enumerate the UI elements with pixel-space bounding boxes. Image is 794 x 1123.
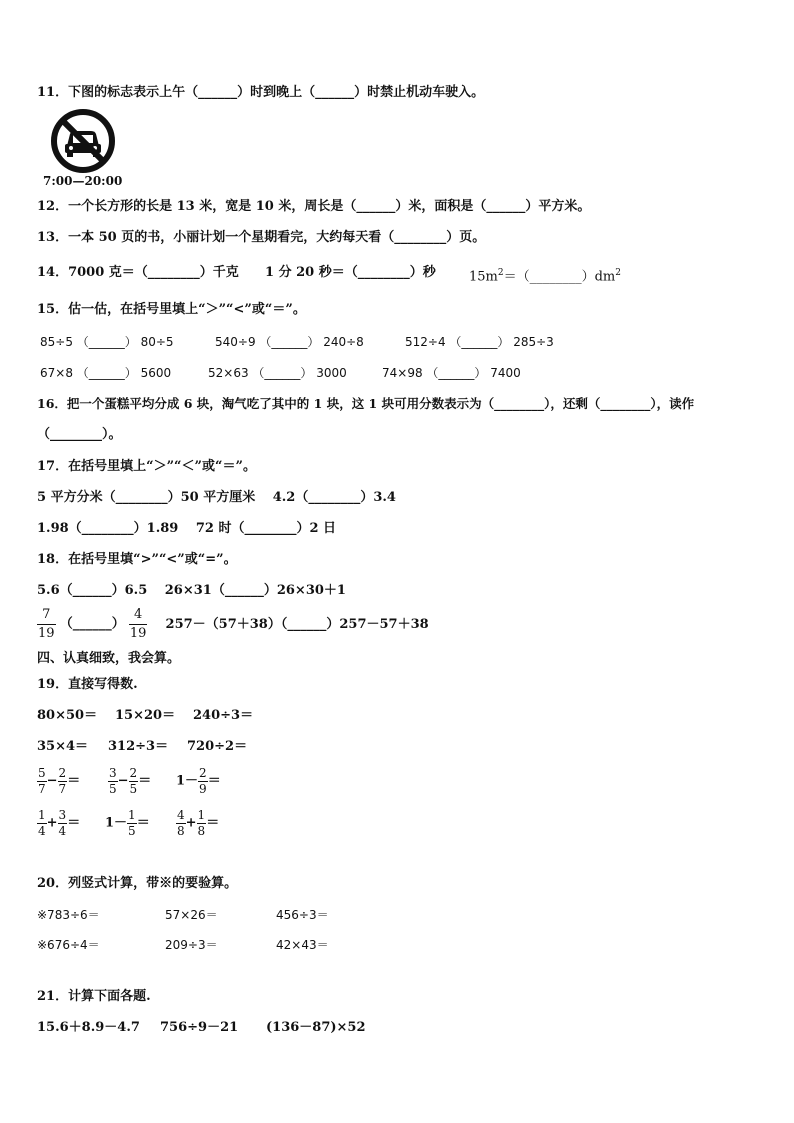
frac-den: 8 <box>197 824 206 838</box>
q18-row2 <box>37 606 429 643</box>
q17-text: 17．在括号里填上“＞”“＜”或“＝”。 <box>37 459 256 474</box>
frac-den: 7 <box>38 782 46 796</box>
q15-r2-c1: 67×8 （______） 5600 <box>40 366 172 380</box>
q15-text: 15．估一估，在括号里填上“＞”“<”或“＝”。 <box>37 302 306 317</box>
frac-num: 5 <box>38 766 46 780</box>
q19-r4-c1 <box>37 808 80 839</box>
frac-den: 5 <box>109 782 117 796</box>
q16-line2: （________）。 <box>37 427 122 442</box>
one-minus: 1－ <box>176 773 199 789</box>
frac-num: 1 <box>197 808 206 822</box>
q19-r4-c1-frac-a <box>37 808 47 839</box>
frac-num: 1 <box>128 808 136 822</box>
q19-r4-c1-frac-b <box>58 808 68 839</box>
q20-r2-c2: 209÷3＝ <box>165 938 218 952</box>
q17-row1: 5 平方分米（________）50 平方厘米 4.2（________）3.4 <box>37 490 396 505</box>
q19-r1-c2: 15×20＝ <box>115 708 176 723</box>
q19-r3-c1 <box>37 766 80 797</box>
q18-frac2 <box>129 606 148 643</box>
q20-r2-c3: 42×43＝ <box>276 938 329 952</box>
q15-r2-c2: 52×63 （______） 3000 <box>208 366 347 380</box>
plus-sign: + <box>46 815 58 831</box>
frac-den: 9 <box>199 782 207 796</box>
frac-den: 4 <box>58 824 67 838</box>
q19-r2-c3: 720÷2＝ <box>187 739 248 754</box>
q14-part3-sup: 2 <box>497 268 504 278</box>
frac-num: 1 <box>38 808 46 822</box>
minus-sign: − <box>46 773 58 789</box>
q17-row2: 1.98（________）1.89 72 时（________）2 日 <box>37 521 337 536</box>
q19-r3-c3 <box>176 766 221 797</box>
equals-sign: ＝ <box>67 773 81 789</box>
q14-part3-a: 15m <box>469 269 498 285</box>
q19-r3-c1-frac-b <box>58 766 68 797</box>
frac-num: 2 <box>58 766 67 780</box>
q14-part3-b: ＝（________）dm <box>503 269 616 285</box>
frac-den: 7 <box>58 782 67 796</box>
q15-r1-c2: 540÷9 （______） 240÷8 <box>215 335 364 349</box>
one-minus: 1－ <box>105 815 128 831</box>
q19-r4-c3-frac-b <box>197 808 207 839</box>
q19-r4-c3-frac-a <box>176 808 186 839</box>
q18-frac2-num: 4 <box>129 606 148 625</box>
q18-frac1 <box>37 606 56 643</box>
plus-sign: + <box>185 815 197 831</box>
q18-expr: 257－（57＋38）（______）257－57＋38 <box>165 616 429 632</box>
frac-num: 2 <box>199 766 207 780</box>
q19-r1-c3: 240÷3＝ <box>193 708 254 723</box>
q14-part2: 1 分 20 秒＝（________）秒 <box>265 265 436 280</box>
q18-frac1-num: 7 <box>37 606 56 625</box>
q19-r2-c2: 312÷3＝ <box>108 739 169 754</box>
q21-text: 21．计算下面各题. <box>37 989 151 1004</box>
equals-sign: ＝ <box>67 815 81 831</box>
q15-r2-c3: 74×98 （______） 7400 <box>382 366 521 380</box>
q19-r2-c1: 35×4＝ <box>37 739 89 754</box>
frac-num: 3 <box>58 808 67 822</box>
q19-r4-c3 <box>176 808 219 839</box>
equals-sign: ＝ <box>136 815 150 831</box>
q18-text: 18．在括号里填“>”“<”或“=”。 <box>37 552 237 567</box>
q20-r1-c1: ※783÷6＝ <box>37 908 100 922</box>
q19-r3-c2-frac-a <box>108 766 118 797</box>
q14-part1: 14．7000 克＝（________）千克 <box>37 265 239 280</box>
frac-den: 4 <box>38 824 46 838</box>
q18-frac1-den: 19 <box>38 626 55 641</box>
frac-den: 8 <box>177 824 185 838</box>
frac-den: 5 <box>128 824 136 838</box>
frac-num: 2 <box>129 766 138 780</box>
q13-text: 13．一本 50 页的书，小丽计划一个星期看完，大约每天看（________）页。 <box>37 230 486 245</box>
frac-den: 5 <box>129 782 138 796</box>
q19-text: 19．直接写得数. <box>37 677 138 692</box>
q14-part3-sup2: 2 <box>615 268 621 278</box>
sign-caption: 7:00—20:00 <box>43 174 123 188</box>
q20-r2-c1: ※676÷4＝ <box>37 938 100 952</box>
q19-r3-c2 <box>108 766 151 797</box>
q16-line1: 16．把一个蛋糕平均分成 6 块，淘气吃了其中的 1 块，这 1 块可用分数表示为（________），还剩（________），读作 <box>37 396 695 411</box>
q20-text: 20．列竖式计算，带※的要验算。 <box>37 876 238 891</box>
minus-sign: − <box>117 773 129 789</box>
q18-mid: （______） <box>59 616 125 632</box>
q15-r1-c3: 512÷4 （______） 285÷3 <box>405 335 554 349</box>
q21-r1-c1: 15.6＋8.9－4.7 <box>37 1020 140 1035</box>
q19-r3-c2-frac-b <box>129 766 139 797</box>
no-motor-vehicles-sign-icon <box>50 108 116 174</box>
q20-r1-c3: 456÷3＝ <box>276 908 329 922</box>
q15-r1-c1: 85÷5 （______） 80÷5 <box>40 335 174 349</box>
equals-sign: ＝ <box>207 773 221 789</box>
equals-sign: ＝ <box>206 815 220 831</box>
q19-r3-c3-frac-b <box>198 766 208 797</box>
q21-r1-c2: 756÷9－21 <box>160 1020 239 1035</box>
q20-r1-c2: 57×26＝ <box>165 908 218 922</box>
q11-text: 11．下图的标志表示上午（______）时到晚上（______）时禁止机动车驶入。 <box>37 85 485 100</box>
frac-num: 4 <box>177 808 185 822</box>
equals-sign: ＝ <box>138 773 152 789</box>
q14-part3 <box>469 264 621 286</box>
q19-r4-c2-frac-b <box>127 808 137 839</box>
q12-text: 12．一个长方形的长是 13 米，宽是 10 米，周长是（______）米，面积是（______）平方米。 <box>37 199 591 214</box>
q18-row1: 5.6（______）6.5 26×31（______）26×30＋1 <box>37 583 346 598</box>
q21-r1-c3: (136－87)×52 <box>266 1020 366 1035</box>
frac-num: 3 <box>109 766 117 780</box>
q19-r3-c1-frac-a <box>37 766 47 797</box>
q18-frac2-den: 19 <box>129 626 147 641</box>
q19-r1-c1: 80×50＝ <box>37 708 98 723</box>
section4-title: 四、认真细致，我会算。 <box>37 651 181 666</box>
q19-r4-c2 <box>105 808 150 839</box>
